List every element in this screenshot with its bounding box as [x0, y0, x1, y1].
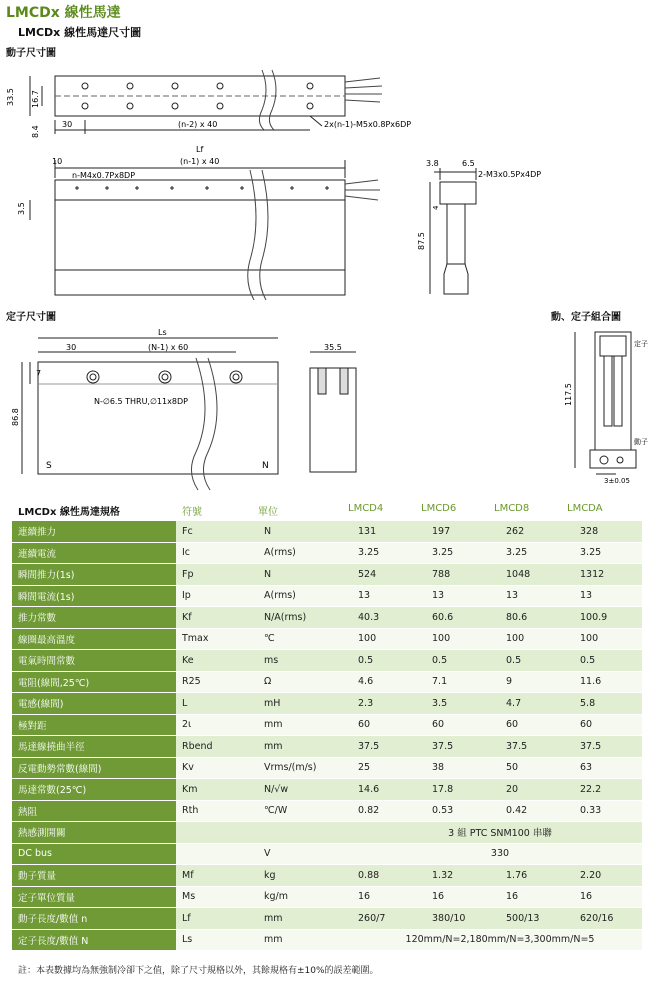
cell-lmcd6: 0.5: [426, 650, 500, 672]
callout-mover-front-holes: n-M4x0.7Px8DP: [72, 171, 136, 180]
cell-lmcda: 1312: [574, 564, 642, 586]
cell-lmcd8: 37.5: [500, 736, 574, 758]
cell-unit: [258, 822, 352, 844]
cell-symbol: 2ι: [176, 714, 258, 736]
cell-lmcda: 100.9: [574, 607, 642, 629]
cell-lmcda: 328: [574, 521, 642, 542]
table-row: [12, 628, 642, 650]
cell-unit: Vrms/(m/s): [258, 757, 352, 779]
cell-lmcd8: 0.5: [500, 650, 574, 672]
cell-symbol: Mf: [176, 865, 258, 887]
dim-n1x40: (n-1) x 40: [180, 157, 220, 166]
cell-symbol: Fp: [176, 564, 258, 586]
page-subtitle: LMCDx 線性馬達尺寸圖: [18, 26, 142, 39]
dim-30-top: 30: [62, 120, 73, 129]
cell-lmcd4: 13: [352, 585, 426, 607]
cell-symbol: Tmax: [176, 628, 258, 650]
table-row: [12, 886, 642, 908]
cell-unit: mH: [258, 693, 352, 715]
row-label: 瞬間電流(1s): [12, 585, 176, 607]
cell-symbol: Lf: [176, 908, 258, 930]
cell-lmcd8: 262: [500, 521, 574, 542]
cell-symbol: Kv: [176, 757, 258, 779]
cell-lmcd8: 1048: [500, 564, 574, 586]
cell-lmcd8: 60: [500, 714, 574, 736]
header-lmcda: LMCDA: [567, 503, 603, 514]
row-label: 熱阻: [12, 800, 176, 822]
table-row: [12, 607, 642, 629]
cell-unit: ms: [258, 650, 352, 672]
cell-unit: N/√w: [258, 779, 352, 801]
page-title: LMCDx 線性馬達: [6, 5, 121, 21]
table-row: [12, 843, 642, 865]
dim-10: 10: [52, 157, 63, 166]
dim-6-5: 6.5: [462, 159, 475, 168]
dim-3-8: 3.8: [426, 159, 439, 168]
label-mover: 動子: [634, 438, 648, 446]
cell-lmcd4: 14.6: [352, 779, 426, 801]
dim-ls: Ls: [158, 328, 167, 337]
dim-16-7: 16.7: [31, 90, 40, 108]
table-row: [12, 929, 642, 951]
header-lmcd4: LMCD4: [348, 503, 384, 514]
cell-thermal-value: 3 組 PTC SNM100 串聯: [352, 822, 642, 844]
cell-unit: A(rms): [258, 585, 352, 607]
cell-symbol: Km: [176, 779, 258, 801]
dim-35-5: 35.5: [324, 343, 342, 352]
cell-lmcd4: 3.25: [352, 542, 426, 564]
row-label: 推力常數: [12, 607, 176, 629]
cell-symbol: Ls: [176, 929, 258, 951]
cell-lmcda: 63: [574, 757, 642, 779]
cell-lmcda: 0.33: [574, 800, 642, 822]
table-row: [12, 757, 642, 779]
cell-unit: mm: [258, 929, 352, 951]
cell-unit: mm: [258, 736, 352, 758]
cell-unit: mm: [258, 908, 352, 930]
cell-lmcd4: 60: [352, 714, 426, 736]
cell-symbol: L: [176, 693, 258, 715]
table-row: [12, 693, 642, 715]
callout-mover-side-holes: 2-M3x0.5Px4DP: [478, 170, 542, 179]
cell-unit: ℃/W: [258, 800, 352, 822]
table-row: [12, 585, 642, 607]
row-label: 定子長度/數值 N: [12, 929, 176, 951]
cell-lmcd6: 3.5: [426, 693, 500, 715]
cell-lmcd6: 37.5: [426, 736, 500, 758]
header-lmcd6: LMCD6: [421, 503, 457, 514]
spec-table-header: [12, 500, 642, 516]
cell-lmcd6: 197: [426, 521, 500, 542]
mover-drawing: [0, 60, 560, 300]
cell-symbol: Ic: [176, 542, 258, 564]
table-row: [12, 822, 642, 844]
row-label: 定子單位質量: [12, 886, 176, 908]
table-row: [12, 908, 642, 930]
cell-lmcd6: 13: [426, 585, 500, 607]
cell-lmcd6: 380/10: [426, 908, 500, 930]
row-label: 電氣時間常數: [12, 650, 176, 672]
callout-mover-top-holes: 2x(n-1)-M5x0.8Px6DP: [324, 120, 412, 129]
cell-lmcd6: 788: [426, 564, 500, 586]
row-label: 極對距: [12, 714, 176, 736]
row-label: 連續電流: [12, 542, 176, 564]
cell-lmcd4: 4.6: [352, 671, 426, 693]
cell-lmcd8: 50: [500, 757, 574, 779]
cell-lmcd4: 0.5: [352, 650, 426, 672]
spec-table: [12, 521, 642, 951]
cell-lmcda: 0.5: [574, 650, 642, 672]
row-label: 動子長度/數值 n: [12, 908, 176, 930]
cell-unit: kg/m: [258, 886, 352, 908]
cell-lmcd4: 0.88: [352, 865, 426, 887]
table-row: [12, 714, 642, 736]
cell-lmcda: 3.25: [574, 542, 642, 564]
cell-lmcd4: 131: [352, 521, 426, 542]
cell-unit: N: [258, 564, 352, 586]
cell-symbol: [176, 843, 258, 865]
row-label: 電感(線間): [12, 693, 176, 715]
cell-unit: V: [258, 843, 352, 865]
dim-30-stator: 30: [66, 343, 77, 352]
cell-symbol: [176, 822, 258, 844]
table-row: [12, 521, 642, 542]
dim-117-5: 117.5: [564, 383, 573, 406]
cell-unit: A(rms): [258, 542, 352, 564]
label-n: N: [262, 461, 269, 471]
cell-lmcd6: 7.1: [426, 671, 500, 693]
table-row: [12, 671, 642, 693]
row-label: 連續推力: [12, 521, 176, 542]
header-unit: 單位: [258, 507, 278, 518]
cell-unit: mm: [258, 714, 352, 736]
cell-lmcd6: 17.8: [426, 779, 500, 801]
cell-unit: N: [258, 521, 352, 542]
cell-lmcd8: 13: [500, 585, 574, 607]
table-row: [12, 650, 642, 672]
cell-lmcd6: 38: [426, 757, 500, 779]
cell-lmcd8: 20: [500, 779, 574, 801]
row-label: 馬達線撓曲半徑: [12, 736, 176, 758]
cell-stator-length-value: 120mm/N=2,180mm/N=3,300mm/N=5: [352, 929, 642, 951]
dim-7: 7: [36, 369, 42, 378]
row-label: 馬達常數(25℃): [12, 779, 176, 801]
cell-lmcda: 620/16: [574, 908, 642, 930]
cell-unit: kg: [258, 865, 352, 887]
cell-symbol: Kf: [176, 607, 258, 629]
cell-lmcd8: 80.6: [500, 607, 574, 629]
cell-lmcd4: 16: [352, 886, 426, 908]
cell-lmcda: 2.20: [574, 865, 642, 887]
cell-lmcda: 11.6: [574, 671, 642, 693]
cell-lmcd8: 0.42: [500, 800, 574, 822]
cell-unit: Ω: [258, 671, 352, 693]
dim-33-5: 33.5: [6, 88, 15, 106]
row-label: 反電動勢常數(線間): [12, 757, 176, 779]
label-stator: 定子: [634, 340, 648, 348]
cell-lmcd6: 16: [426, 886, 500, 908]
cell-lmcd6: 1.32: [426, 865, 500, 887]
cell-unit: N/A(rms): [258, 607, 352, 629]
cell-lmcda: 100: [574, 628, 642, 650]
cell-lmcd6: 3.25: [426, 542, 500, 564]
cell-dcbus-value: 330: [352, 843, 642, 865]
section-mover-label: 動子尺寸圖: [6, 48, 56, 59]
row-label: 熱感測開關: [12, 822, 176, 844]
cell-lmcd8: 100: [500, 628, 574, 650]
section-assembly-label: 動、定子組合圖: [551, 312, 621, 323]
cell-symbol: Rth: [176, 800, 258, 822]
cell-symbol: Ip: [176, 585, 258, 607]
cell-lmcd4: 2.3: [352, 693, 426, 715]
table-row: [12, 736, 642, 758]
cell-lmcd6: 0.53: [426, 800, 500, 822]
cell-lmcd6: 60.6: [426, 607, 500, 629]
cell-lmcd4: 25: [352, 757, 426, 779]
cell-symbol: Ms: [176, 886, 258, 908]
dim-3-5: 3.5: [17, 202, 26, 215]
header-lmcd8: LMCD8: [494, 503, 530, 514]
cell-lmcda: 22.2: [574, 779, 642, 801]
cell-lmcd4: 37.5: [352, 736, 426, 758]
footnote: 註：本表數據均為無強制冷卻下之值，除了尺寸規格以外，其餘規格有±10%的誤差範圍。: [18, 966, 379, 976]
table-row: [12, 779, 642, 801]
cell-lmcd4: 524: [352, 564, 426, 586]
dim-86-8: 86.8: [11, 408, 20, 426]
cell-lmcd4: 100: [352, 628, 426, 650]
header-symbol: 符號: [182, 507, 202, 518]
row-label: 動子質量: [12, 865, 176, 887]
cell-symbol: R25: [176, 671, 258, 693]
cell-lmcd8: 500/13: [500, 908, 574, 930]
dim-4: 4: [432, 205, 440, 210]
dim-8-4: 8.4: [31, 125, 40, 138]
cell-lmcd4: 0.82: [352, 800, 426, 822]
cell-lmcd6: 100: [426, 628, 500, 650]
cell-symbol: Fc: [176, 521, 258, 542]
row-label: DC bus: [12, 843, 176, 865]
cell-lmcd8: 9: [500, 671, 574, 693]
cell-lmcd8: 3.25: [500, 542, 574, 564]
row-label: 電阻(線間,25℃): [12, 671, 176, 693]
cell-lmcd8: 16: [500, 886, 574, 908]
cell-lmcda: 16: [574, 886, 642, 908]
cell-lmcd8: 4.7: [500, 693, 574, 715]
dim-87-5: 87.5: [417, 232, 426, 250]
dim-3-005: 3±0.05: [604, 477, 630, 485]
cell-lmcda: 5.8: [574, 693, 642, 715]
stator-drawing: [0, 322, 657, 494]
table-row: [12, 542, 642, 564]
cell-unit: ℃: [258, 628, 352, 650]
table-row: [12, 800, 642, 822]
cell-lmcda: 60: [574, 714, 642, 736]
cell-lmcd8: 1.76: [500, 865, 574, 887]
cell-symbol: Ke: [176, 650, 258, 672]
cell-lmcd4: 260/7: [352, 908, 426, 930]
dim-n2x40: (n-2) x 40: [178, 120, 218, 129]
callout-stator-holes: N-∅6.5 THRU,∅11x8DP: [94, 397, 188, 406]
dim-n1x60: (N-1) x 60: [148, 343, 189, 352]
row-label: 瞬間推力(1s): [12, 564, 176, 586]
section-stator-label: 定子尺寸圖: [6, 312, 56, 323]
cell-lmcd4: 40.3: [352, 607, 426, 629]
table-row: [12, 564, 642, 586]
row-label: 線圈最高溫度: [12, 628, 176, 650]
cell-symbol: Rbend: [176, 736, 258, 758]
cell-lmcda: 13: [574, 585, 642, 607]
dim-lf: Lf: [196, 145, 204, 154]
table-row: [12, 865, 642, 887]
header-spec: LMCDx 線性馬達規格: [18, 507, 120, 518]
label-s: S: [46, 461, 52, 471]
cell-lmcda: 37.5: [574, 736, 642, 758]
cell-lmcd6: 60: [426, 714, 500, 736]
